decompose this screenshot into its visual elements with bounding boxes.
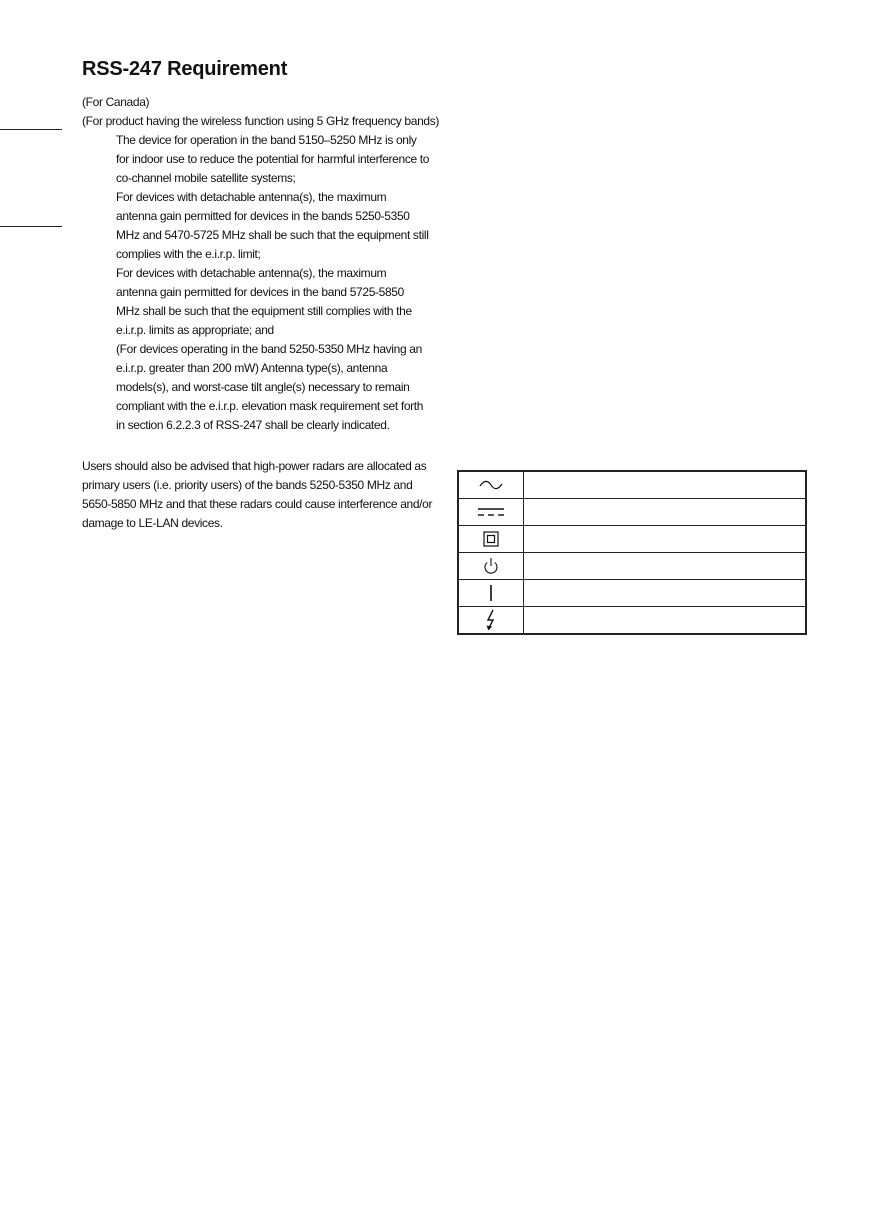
table-row	[458, 526, 806, 553]
list-item: (For devices operating in the band 5250-5350 MHz having an e.i.r.p. greater than 200 mW) Antenna type(s), antenna models(s), and worst-case tilt angle(s) necessary to remain compliant with the e.i.r.p. elevation mask requirement set forth in section 6.2.2.3 of RSS-247 shall be clearly indicated.	[116, 342, 424, 432]
table-row	[458, 607, 806, 635]
list-item: For devices with detachable antenna(s), the maximum antenna gain permitted for devices in the bands 5250-5350 MHz and 5470-5725 MHz shall be such that the equipment still complies with the e.i.r.p. limit;	[116, 190, 429, 261]
table-row	[458, 553, 806, 580]
requirements-list	[116, 131, 430, 435]
intro	[82, 93, 440, 131]
symbol-cell	[458, 526, 524, 553]
power-on-icon	[488, 584, 494, 602]
symbol-cell	[458, 580, 524, 607]
direct-current-icon	[477, 506, 505, 518]
margin-rule-bottom	[0, 226, 62, 227]
list-item: For devices with detachable antenna(s), the maximum antenna gain permitted for devices in the band 5725-5850 MHz shall be such that the equipment still complies with the e.i.r.p. limits as appropriate; and	[116, 266, 412, 337]
table-row	[458, 471, 806, 499]
symbol-description	[524, 607, 807, 635]
class-ii-equipment-icon	[483, 531, 499, 547]
symbol-cell	[458, 499, 524, 526]
symbol-cell	[458, 607, 524, 635]
symbol-description	[524, 471, 807, 499]
intro-region: (For Canada)	[82, 95, 150, 109]
symbol-cell	[458, 553, 524, 580]
dangerous-voltage-icon	[484, 609, 498, 631]
standby-icon	[483, 557, 499, 575]
page-title: RSS-247 Requirement	[82, 58, 288, 80]
radar-advisory: Users should also be advised that high-power radars are allocated as primary users (i.e. priority users) of the bands 5250-5350 MHz and 5650-5850 MHz and that these radars could cause interference and/or damage to LE-LAN devices.	[82, 459, 433, 530]
symbol-table	[457, 470, 807, 635]
symbol-description	[524, 580, 807, 607]
alternating-current-icon	[479, 479, 503, 491]
table-row	[458, 499, 806, 526]
list-item: The device for operation in the band 5150–5250 MHz is only for indoor use to reduce the potential for harmful interference to co-channel mobile satellite systems;	[116, 133, 430, 185]
symbol-description	[524, 553, 807, 580]
intro-scope: (For product having the wireless function using 5 GHz frequency bands)	[82, 114, 440, 128]
symbol-description	[524, 499, 807, 526]
symbol-cell	[458, 471, 524, 499]
margin-rule-top	[0, 129, 62, 130]
symbol-description	[524, 526, 807, 553]
table-row	[458, 580, 806, 607]
